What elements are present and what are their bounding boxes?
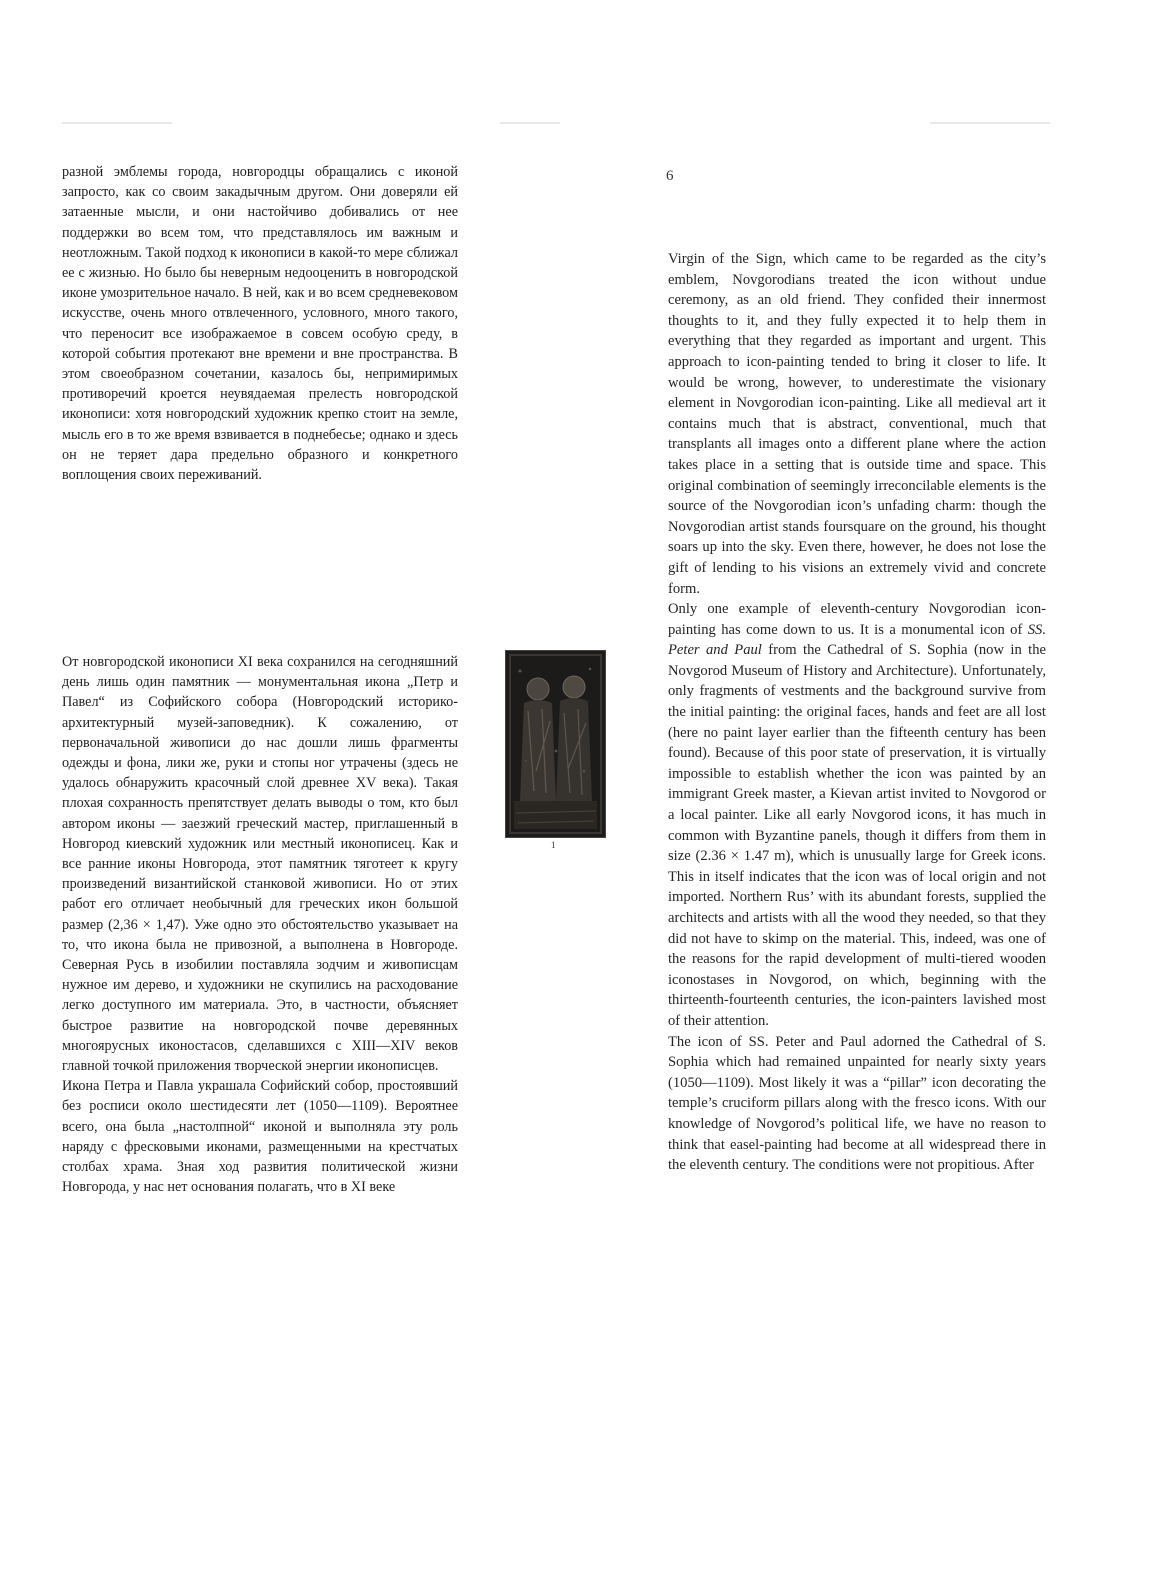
english-paragraph (668, 599, 1046, 1031)
english-text-run: from the Cathedral of S. Sophia (now in the Novgorod Museum of History and Architecture). Unfortunately, only fragments of vestments and the background survive from the initial painting: the original faces, hands and feet are all lost (here no paint layer earlier than the fifteenth century has been found). Because of this poor state of preservation, it is virtually impossible to establish whether the icon was painted by an immigrant Greek master, a Kievan artist invited to Novgorod or a local painter. Like all early Novgorod icons, it has much in common with Byzantine panels, though it differs from them in size (2.36 × 1.47 m), which is unusually large for Greek icons. This in itself indicates that the icon was of local origin and not imported. Northern Rus’ with its abundant forests, supplied the architects and artists with all the wood they needed, so that they did not have to skimp on the material. This, indeed, was one of the reasons for the rapid development of multi-tiered wooden iconostases in Novgorod, on which, beginning with the thirteenth-fourteenth centuries, the icon-painters lavished most of their attention. (668, 642, 1046, 1029)
russian-text-column (62, 162, 458, 1197)
english-paragraph: Virgin of the Sign, which came to be regarded as the city’s emblem, Novgorodians treated the icon without undue ceremony, as an old friend. They confided their innermost thoughts to it, and they fully expected it to help them in everything that they regarded as important and urgent. This approach to icon-painting tended to bring it closer to life. It would be wrong, however, to underestimate the visionary element in Novgorodian icon-painting. Like all medieval art it contains much that is abstract, conventional, much that transplants all images onto a different plane where the action takes place in a setting that is outside time and space. This original combination of seemingly irreconcilable elements is the source of the Novgorodian icon’s unfading charm: though the Novgorodian artist stands foursquare on the ground, his thought soars up into the sky. Even there, however, he does not lose the gift of lending to his visions an extremely vivid and concrete form. (668, 251, 1046, 597)
page-number: 6 (666, 168, 674, 184)
russian-paragraph: разной эмблемы города, новгородцы обращались с иконой запросто, как со своим закадычным другом. Они доверяли ей затаенные мысли, и они настойчиво добивались от нее поддержки во всем том, что представлялось им важным и неотложным. Такой подход к иконописи в какой-то мере сближал ее с жизнью. Но было бы неверным недооценить в новгородской иконе умозрительное начало. В ней, как и во всем средневековом искусстве, очень много отвлеченного, условного, много такого, что переносит все изображаемое в совсем особую среду, в которой события протекают вне времени и вне пространства. В этом своеобразном сочетании, казалось бы, непримиримых противоречий кроется неувядаемая прелесть новгородской иконописи: хотя новгородский художник крепко стоит на земле, мысль его в то же время взвивается в поднебесье; однако и здесь он не теряет дара предельно образного и конкретного воплощения своих переживаний. (62, 164, 458, 484)
scan-mark (62, 122, 172, 124)
english-text-run: Only one example of eleventh-century Novgorodian icon-painting has come down to us. It is a monumental icon of (668, 601, 1046, 638)
russian-paragraph: От новгородской иконописи XI века сохранился на сегодняшний день лишь один памятник — монументальная икона „Петр и Павел“ из Софийского собора (Новгородский историко-архитектурный музей-заповедник). К сожалению, от первоначальной живописи до нас дошли лишь фрагменты одежды и фона, лики же, руки и стопы ног утрачены (здесь не удалось обнаружить красочный слой древнее XV века). Такая плохая сохранность препятствует делать выводы о том, кто был автором иконы — заезжий греческий мастер, приглашенный в Новгород киевский художник или местный иконописец. Как и все ранние иконы Новгорода, этот памятник тяготеет к кругу произведений византийской станковой живописи. Но от этих работ его отличает необычный для греческих икон большой размер (2,36 × 1,47). Уже одно это обстоятельство указывает на то, что икона была не привозной, а выполнена в Новгороде. Северная Русь в изобилии поставляла зодчим и живописцам нужное им дерево, и художники не скупились на расходование легко доступного им материала. Это, в частности, объясняет быстрое развитие на новгородской почве деревянных многоярусных иконостасов, сделавшихся с XIII—XIV веков главной точкой приложения творческой энергии иконописцев. (62, 654, 458, 1075)
scan-mark (500, 122, 560, 124)
figure-caption: 1 (551, 840, 556, 850)
icon-title: SS. Peter and Paul (668, 621, 1046, 659)
russian-paragraph: Икона Петра и Павла украшала Софийский собор, простоявший без росписи около шестидесяти лет (1050—1109). Вероятнее всего, она была „настолпной“ иконой и выполняла эту роль наряду с фресковыми иконами, размещенными на крестчатых столбах храма. Зная ход развития политической жизни Новгорода, у нас нет основания полагать, что в XI веке (62, 1078, 458, 1196)
scan-mark (930, 122, 1050, 124)
english-text-column (668, 249, 1046, 1176)
icon-peter-paul-image (505, 650, 606, 838)
english-paragraph: The icon of SS. Peter and Paul adorned the Cathedral of S. Sophia which had remained unpainted for nearly sixty years (1050—1109). Most likely it was a “pillar” icon decorating the temple’s cruciform pillars along with the fresco icons. With our knowledge of Novgorod’s political life, we have no reason to think that easel-painting had become at all widespread there in the eleventh century. The conditions were not propitious. After (668, 1033, 1046, 1174)
